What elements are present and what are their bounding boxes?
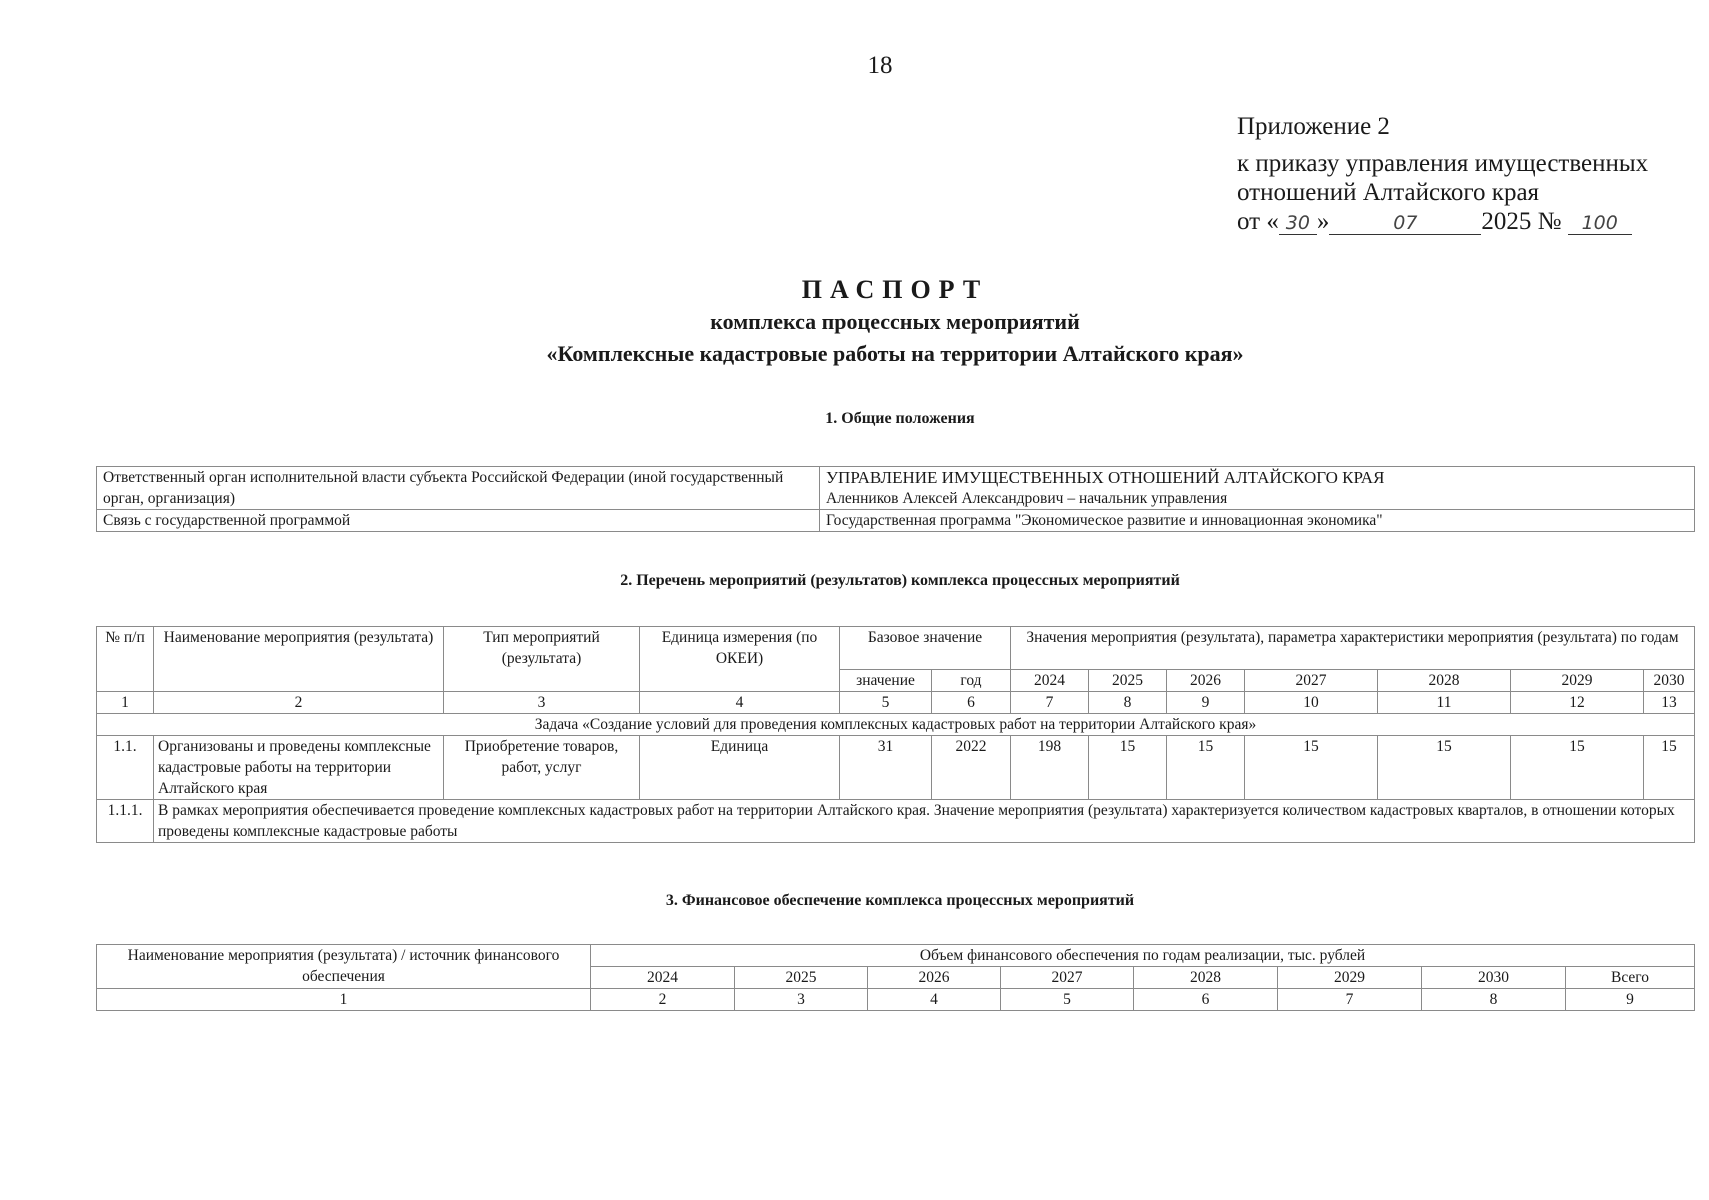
activity-num: 1.1. <box>97 736 154 800</box>
column-number: 1 <box>97 989 591 1011</box>
header-year: 2030 <box>1644 670 1695 692</box>
header-type: Тип мероприятий (результата) <box>444 627 640 692</box>
task-text: Задача «Создание условий для проведения комплексных кадастровых работ на территории Алтайского края» <box>97 714 1695 736</box>
header-year: 2029 <box>1511 670 1644 692</box>
activity-value: 15 <box>1511 736 1644 800</box>
column-number: 6 <box>1134 989 1278 1011</box>
column-number: 12 <box>1511 692 1644 714</box>
handwritten-day: 30 <box>1279 212 1317 235</box>
note-num: 1.1.1. <box>97 800 154 843</box>
column-number-row <box>97 692 1695 714</box>
activity-value: 15 <box>1378 736 1511 800</box>
activities-table <box>96 626 1695 843</box>
document-program-name: «Комплексные кадастровые работы на территории Алтайского края» <box>546 341 1244 366</box>
column-number-row <box>97 989 1695 1011</box>
section3-heading: 3. Финансовое обеспечение комплекса процессных мероприятий <box>665 892 1135 909</box>
activity-value: 198 <box>1011 736 1089 800</box>
header-year: 2024 <box>591 967 735 989</box>
column-number: 8 <box>1422 989 1566 1011</box>
appendix-order-line: к приказу управления имущественных <box>1237 150 1649 177</box>
column-number: 8 <box>1089 692 1167 714</box>
column-number: 6 <box>932 692 1011 714</box>
header-num: № п/п <box>97 627 154 692</box>
appendix-date-line <box>1237 207 1648 236</box>
column-number: 2 <box>154 692 444 714</box>
header-year: 2028 <box>1134 967 1278 989</box>
header-financing-name: Наименование мероприятия (результата) / источник финансового обеспечения <box>97 945 591 989</box>
section2-heading: 2. Перечень мероприятий (результатов) комплекса процессных мероприятий <box>620 572 1180 589</box>
header-year: 2027 <box>1245 670 1378 692</box>
header-year: 2026 <box>868 967 1001 989</box>
header-year: 2025 <box>735 967 868 989</box>
header-values: Значения мероприятия (результата), параметра характеристики мероприятия (результата) по годам <box>1011 627 1695 670</box>
program-link-label: Связь с государственной программой <box>97 510 820 532</box>
activity-name: Организованы и проведены комплексные кадастровые работы на территории Алтайского края <box>154 736 444 800</box>
page-number: 18 <box>867 52 893 79</box>
header-year: 2024 <box>1011 670 1089 692</box>
handwritten-month: 07 <box>1329 212 1481 235</box>
date-quote: » <box>1316 208 1330 235</box>
handwritten-number: 100 <box>1568 212 1632 235</box>
column-number: 1 <box>97 692 154 714</box>
header-year: 2026 <box>1167 670 1245 692</box>
header-year: 2029 <box>1278 967 1422 989</box>
header-base-year: год <box>932 670 1011 692</box>
task-row <box>97 714 1695 736</box>
header-base-value: значение <box>840 670 932 692</box>
table-header-row <box>97 945 1695 967</box>
activity-value: 15 <box>1167 736 1245 800</box>
header-year: 2027 <box>1001 967 1134 989</box>
column-number: 10 <box>1245 692 1378 714</box>
table-row <box>97 467 1695 510</box>
column-number: 11 <box>1378 692 1511 714</box>
header-base: Базовое значение <box>840 627 1011 670</box>
column-number: 13 <box>1644 692 1695 714</box>
program-link-value: Государственная программа "Экономическое развитие и инновационная экономика" <box>820 510 1695 532</box>
column-number: 9 <box>1167 692 1245 714</box>
appendix-organization-line: отношений Алтайского края <box>1237 179 1540 206</box>
responsible-organization: УПРАВЛЕНИЕ ИМУЩЕСТВЕННЫХ ОТНОШЕНИЙ АЛТАЙСКОГО КРАЯ <box>826 468 1385 487</box>
column-number: 7 <box>1278 989 1422 1011</box>
table-header-row <box>97 627 1695 670</box>
activity-value: 15 <box>1245 736 1378 800</box>
header-year: 2030 <box>1422 967 1566 989</box>
column-number: 4 <box>868 989 1001 1011</box>
date-year: 2025 № <box>1481 208 1562 235</box>
financing-table <box>96 944 1695 1011</box>
general-provisions-table <box>96 466 1695 532</box>
header-year: 2025 <box>1089 670 1167 692</box>
column-number: 5 <box>1001 989 1134 1011</box>
appendix-title: Приложение 2 <box>1237 113 1390 140</box>
activity-type: Приобретение товаров, работ, услуг <box>444 736 640 800</box>
activity-unit: Единица <box>640 736 840 800</box>
activity-row <box>97 736 1695 800</box>
header-year: 2028 <box>1378 670 1511 692</box>
note-row <box>97 800 1695 843</box>
header-financing-volume: Объем финансового обеспечения по годам реализации, тыс. рублей <box>591 945 1695 967</box>
activity-value: 15 <box>1089 736 1167 800</box>
responsible-label: Ответственный орган исполнительной власти субъекта Российской Федерации (иной государственный орган, организация) <box>97 467 820 510</box>
column-number: 2 <box>591 989 735 1011</box>
column-number: 4 <box>640 692 840 714</box>
column-number: 5 <box>840 692 932 714</box>
activity-value: 15 <box>1644 736 1695 800</box>
date-prefix: от « <box>1237 208 1279 235</box>
document-subtitle: комплекса процессных мероприятий <box>710 309 1080 334</box>
header-unit: Единица измерения (по ОКЕИ) <box>640 627 840 692</box>
column-number: 3 <box>735 989 868 1011</box>
header-name: Наименование мероприятия (результата) <box>154 627 444 692</box>
column-number: 7 <box>1011 692 1089 714</box>
responsible-person: Аленников Алексей Александрович – начальник управления <box>826 490 1228 507</box>
column-number: 3 <box>444 692 640 714</box>
header-total: Всего <box>1566 967 1695 989</box>
responsible-value <box>820 467 1695 510</box>
column-number: 9 <box>1566 989 1695 1011</box>
activity-base-year: 2022 <box>932 736 1011 800</box>
activity-base-value: 31 <box>840 736 932 800</box>
table-row <box>97 510 1695 532</box>
note-text: В рамках мероприятия обеспечивается проведение комплексных кадастровых работ на территории Алтайского края. Значение мероприятия (результата) характеризуется количеством кадастровых кварталов, в отношении которых проведены комплексные кадастровые работы <box>154 800 1695 843</box>
document-title: ПАСПОРТ <box>801 275 989 304</box>
section1-heading: 1. Общие положения <box>825 410 975 427</box>
appendix-block <box>1237 112 1648 236</box>
